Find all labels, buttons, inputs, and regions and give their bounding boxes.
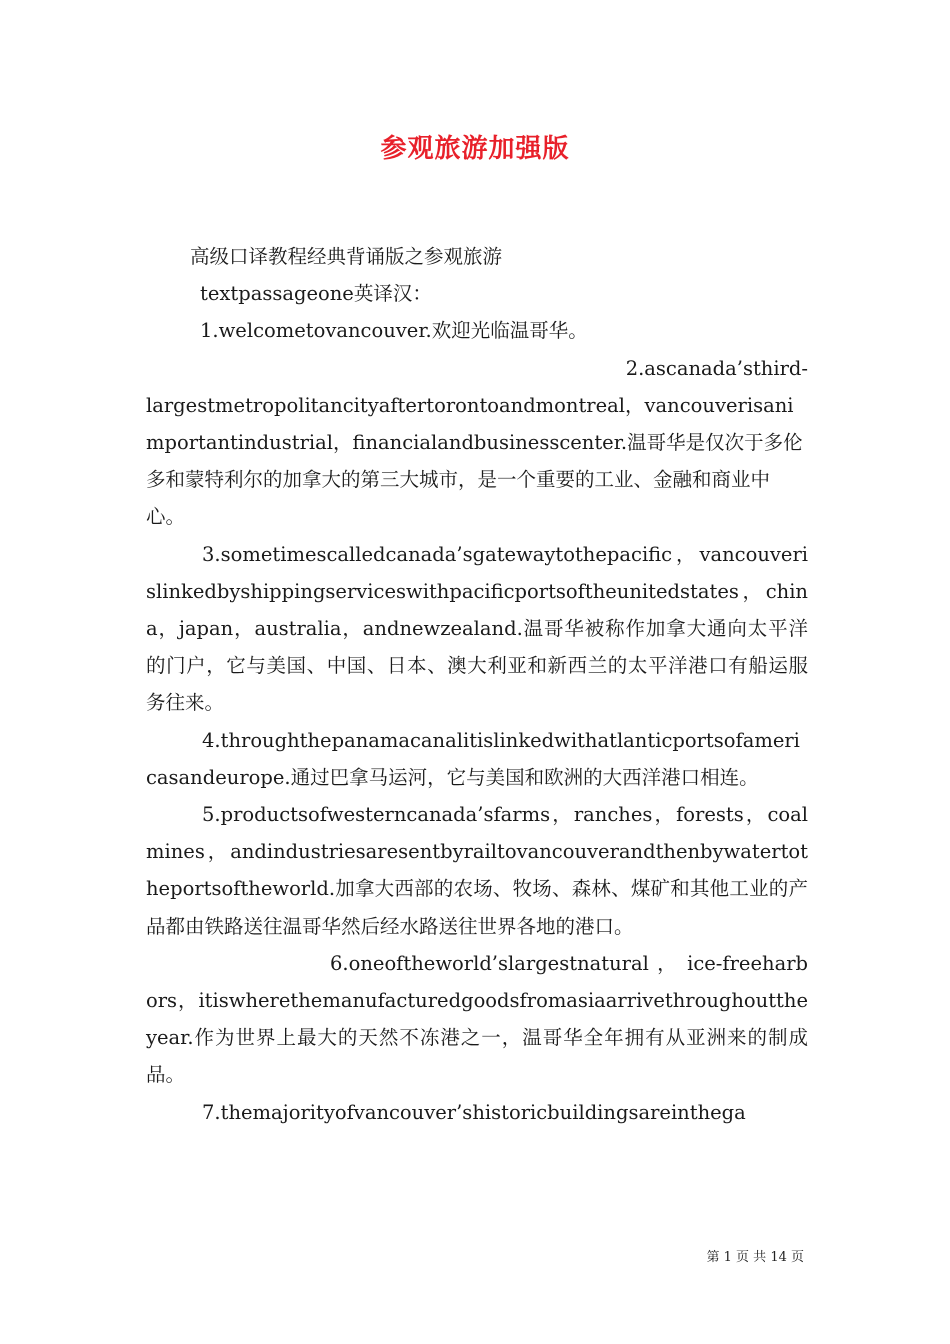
sentence-3: 3.sometimescalledcanada’sgatewaytothepacific，vancouverislinkedbyshippingserviceswithpacificportsoftheunitedstates，china，japan，australia，andnewzealand.温哥华被称作加拿大通向太平洋的门户，它与美国、中国、日本、澳大利亚和新西兰的太平洋港口有船运服务往来。 (146, 542, 808, 715)
sentence-1: 1.welcometovancouver.欢迎光临温哥华。 (200, 319, 588, 343)
passage-label: textpassageone英译汉： (200, 282, 432, 306)
sentence-2-start: 2.ascanada’sthird- (625, 356, 808, 380)
document-body (146, 238, 808, 1131)
sentence-2: largestmetropolitancityaftertorontoandmontreal，vancouverisanimportantindustrial，financialandbusinesscenter.温哥华是仅次于多伦多和蒙特利尔的加拿大的第三大城市，是一个重要的工业、金融和商业中心。 (146, 393, 803, 529)
document-title: 参观旅游加强版 (380, 134, 570, 164)
sentence-7: 7.themajorityofvancouver’shistoricbuildingsareinthega (202, 1100, 746, 1124)
page-number: 第 1 页 共 14 页 (706, 1250, 804, 1265)
sentence-4: 4.throughthepanamacanalitislinkedwithatlanticportsofamericasandeurope.通过巴拿马运河，它与美国和欧洲的大西洋港口相连。 (146, 728, 800, 789)
intro-line: 高级口译教程经典背诵版之参观旅游 (190, 245, 503, 268)
sentence-5: 5.productsofwesterncanada’sfarms，ranches，forests，coalmines，andindustriesaresentbyrailtovancouverandthenbywatertotheportsoftheworld.加拿大西部的农场、牧场、森林、煤矿和其他工业的产品都由铁路送往温哥华然后经水路送往世界各地的港口。 (146, 803, 808, 938)
sentence-6: 6.oneoftheworld’slargestnatural ， ice-freeharbors，itiswherethemanufacturedgoodsfromasiaarrivethroughouttheyear.作为世界上最大的天然不冻港之一，温哥华全年拥有从亚洲来的制成品。 (146, 951, 808, 1087)
